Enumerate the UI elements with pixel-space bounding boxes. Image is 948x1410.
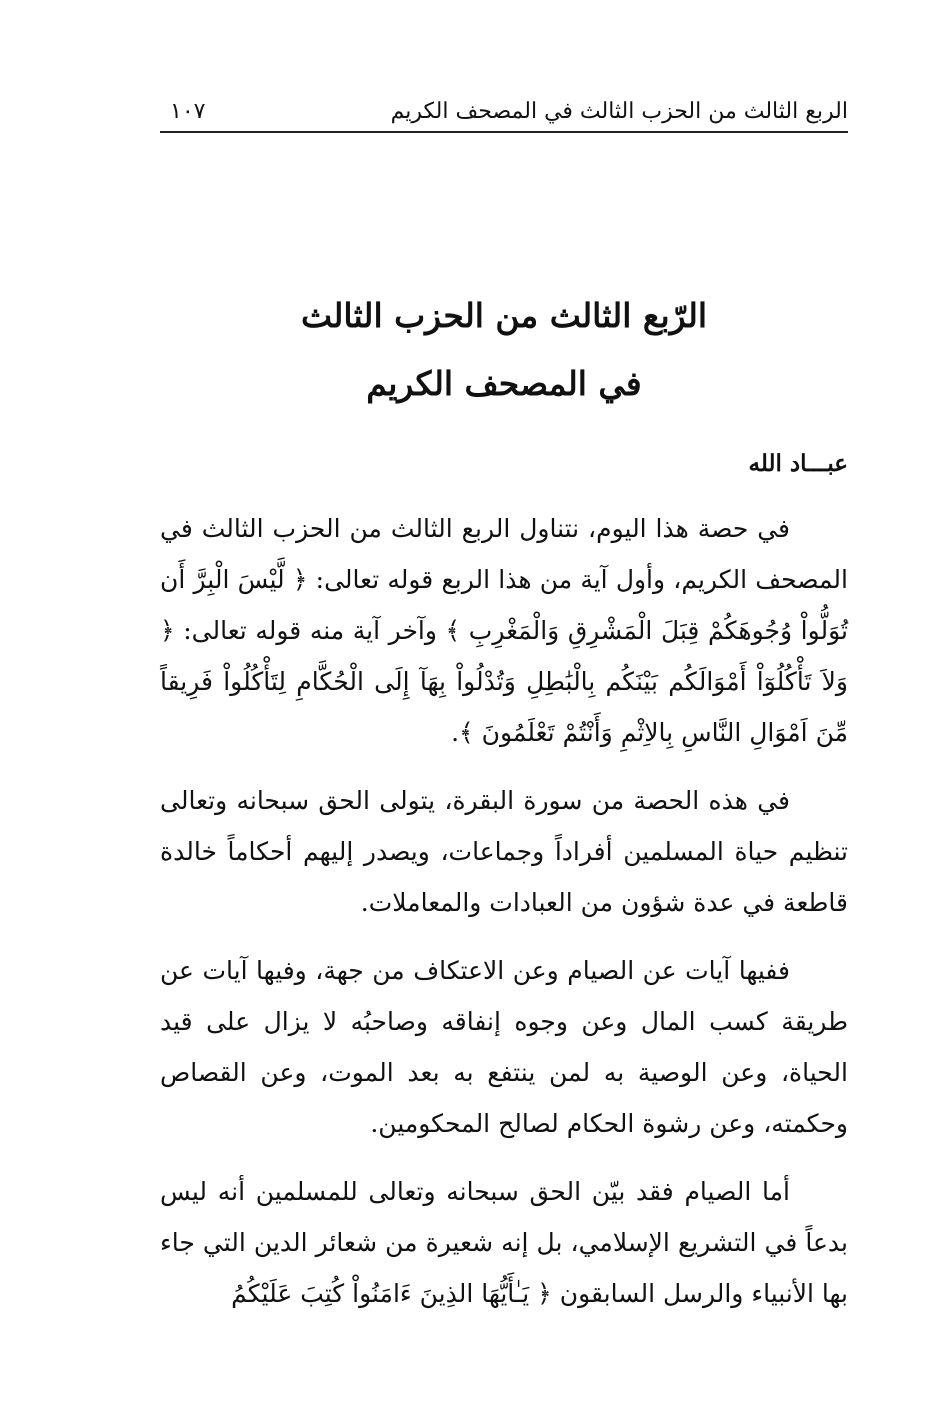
- chapter-title-line-1: الرّبع الثالث من الحزب الثالث: [300, 296, 708, 335]
- paragraph-4: أما الصيام فقد بيّن الحق سبحانه وتعالى للمسلمين أنه ليس بدعاً في التشريع الإسلامي، بل إنه شعيرة من شعائر الدين التي جاء بها الأنبياء والرسل السابقون ﴿ يَـٰأَيُّهَا الذِينَ ءَامَنُواْ كُتِبَ عَلَيْكُمُ: [160, 1177, 848, 1308]
- page-number: ١٠٧: [170, 99, 206, 124]
- address-heading: عبـــاد الله: [748, 450, 848, 477]
- running-header: [160, 95, 848, 133]
- body-text: [160, 503, 848, 1336]
- chapter-title: [160, 282, 848, 418]
- paragraph-2: في هذه الحصة من سورة البقرة، يتولى الحق سبحانه وتعالى تنظيم حياة المسلمين أفراداً وجماعات، ويصدر إليهم أحكاماً خالدة قاطعة في عدة شؤون من العبادات والمعاملات.: [160, 786, 848, 917]
- running-title: الربع الثالث من الحزب الثالث في المصحف الكريم: [390, 99, 848, 124]
- chapter-title-line-2: في المصحف الكريم: [366, 364, 642, 403]
- paragraph-3: ففيها آيات عن الصيام وعن الاعتكاف من جهة، وفيها آيات عن طريقة كسب المال وعن وجوه إنفاقه وصاحبُه لا يزال على قيد الحياة، وعن الوصية به لمن ينتفع به بعد الموت، وعن القصاص وحكمته، وعن رشوة الحكام لصالح المحكومين.: [160, 956, 848, 1138]
- paragraph-1: في حصة هذا اليوم، نتناول الربع الثالث من الحزب الثالث في المصحف الكريم، وأول آية من هذا الربع قوله تعالى: ﴿ لَّيْسَ الْبِرَّ أَن تُوَلُّواْ وُجُوهَكُمْ قِبَلَ الْمَشْرِقِ وَالْمَغْرِبِ ﴾ وآخر آية منه قوله تعالى: ﴿ وَلاَ تَأْكُلُوٓاْ أَمْوَالَكُم بَيْنَكُم بِالْبَٰطِلِ وَتُدْلُواْ بِهَآ إِلَى الْحُكَّامِ لِتَأْكُلُواْ فَرِيقاً مِّنَ اَمْوَالِ النَّاسِ بِالاِثْمِ وَأَنْتُمْ تَعْلَمُونَ ﴾.: [160, 514, 849, 747]
